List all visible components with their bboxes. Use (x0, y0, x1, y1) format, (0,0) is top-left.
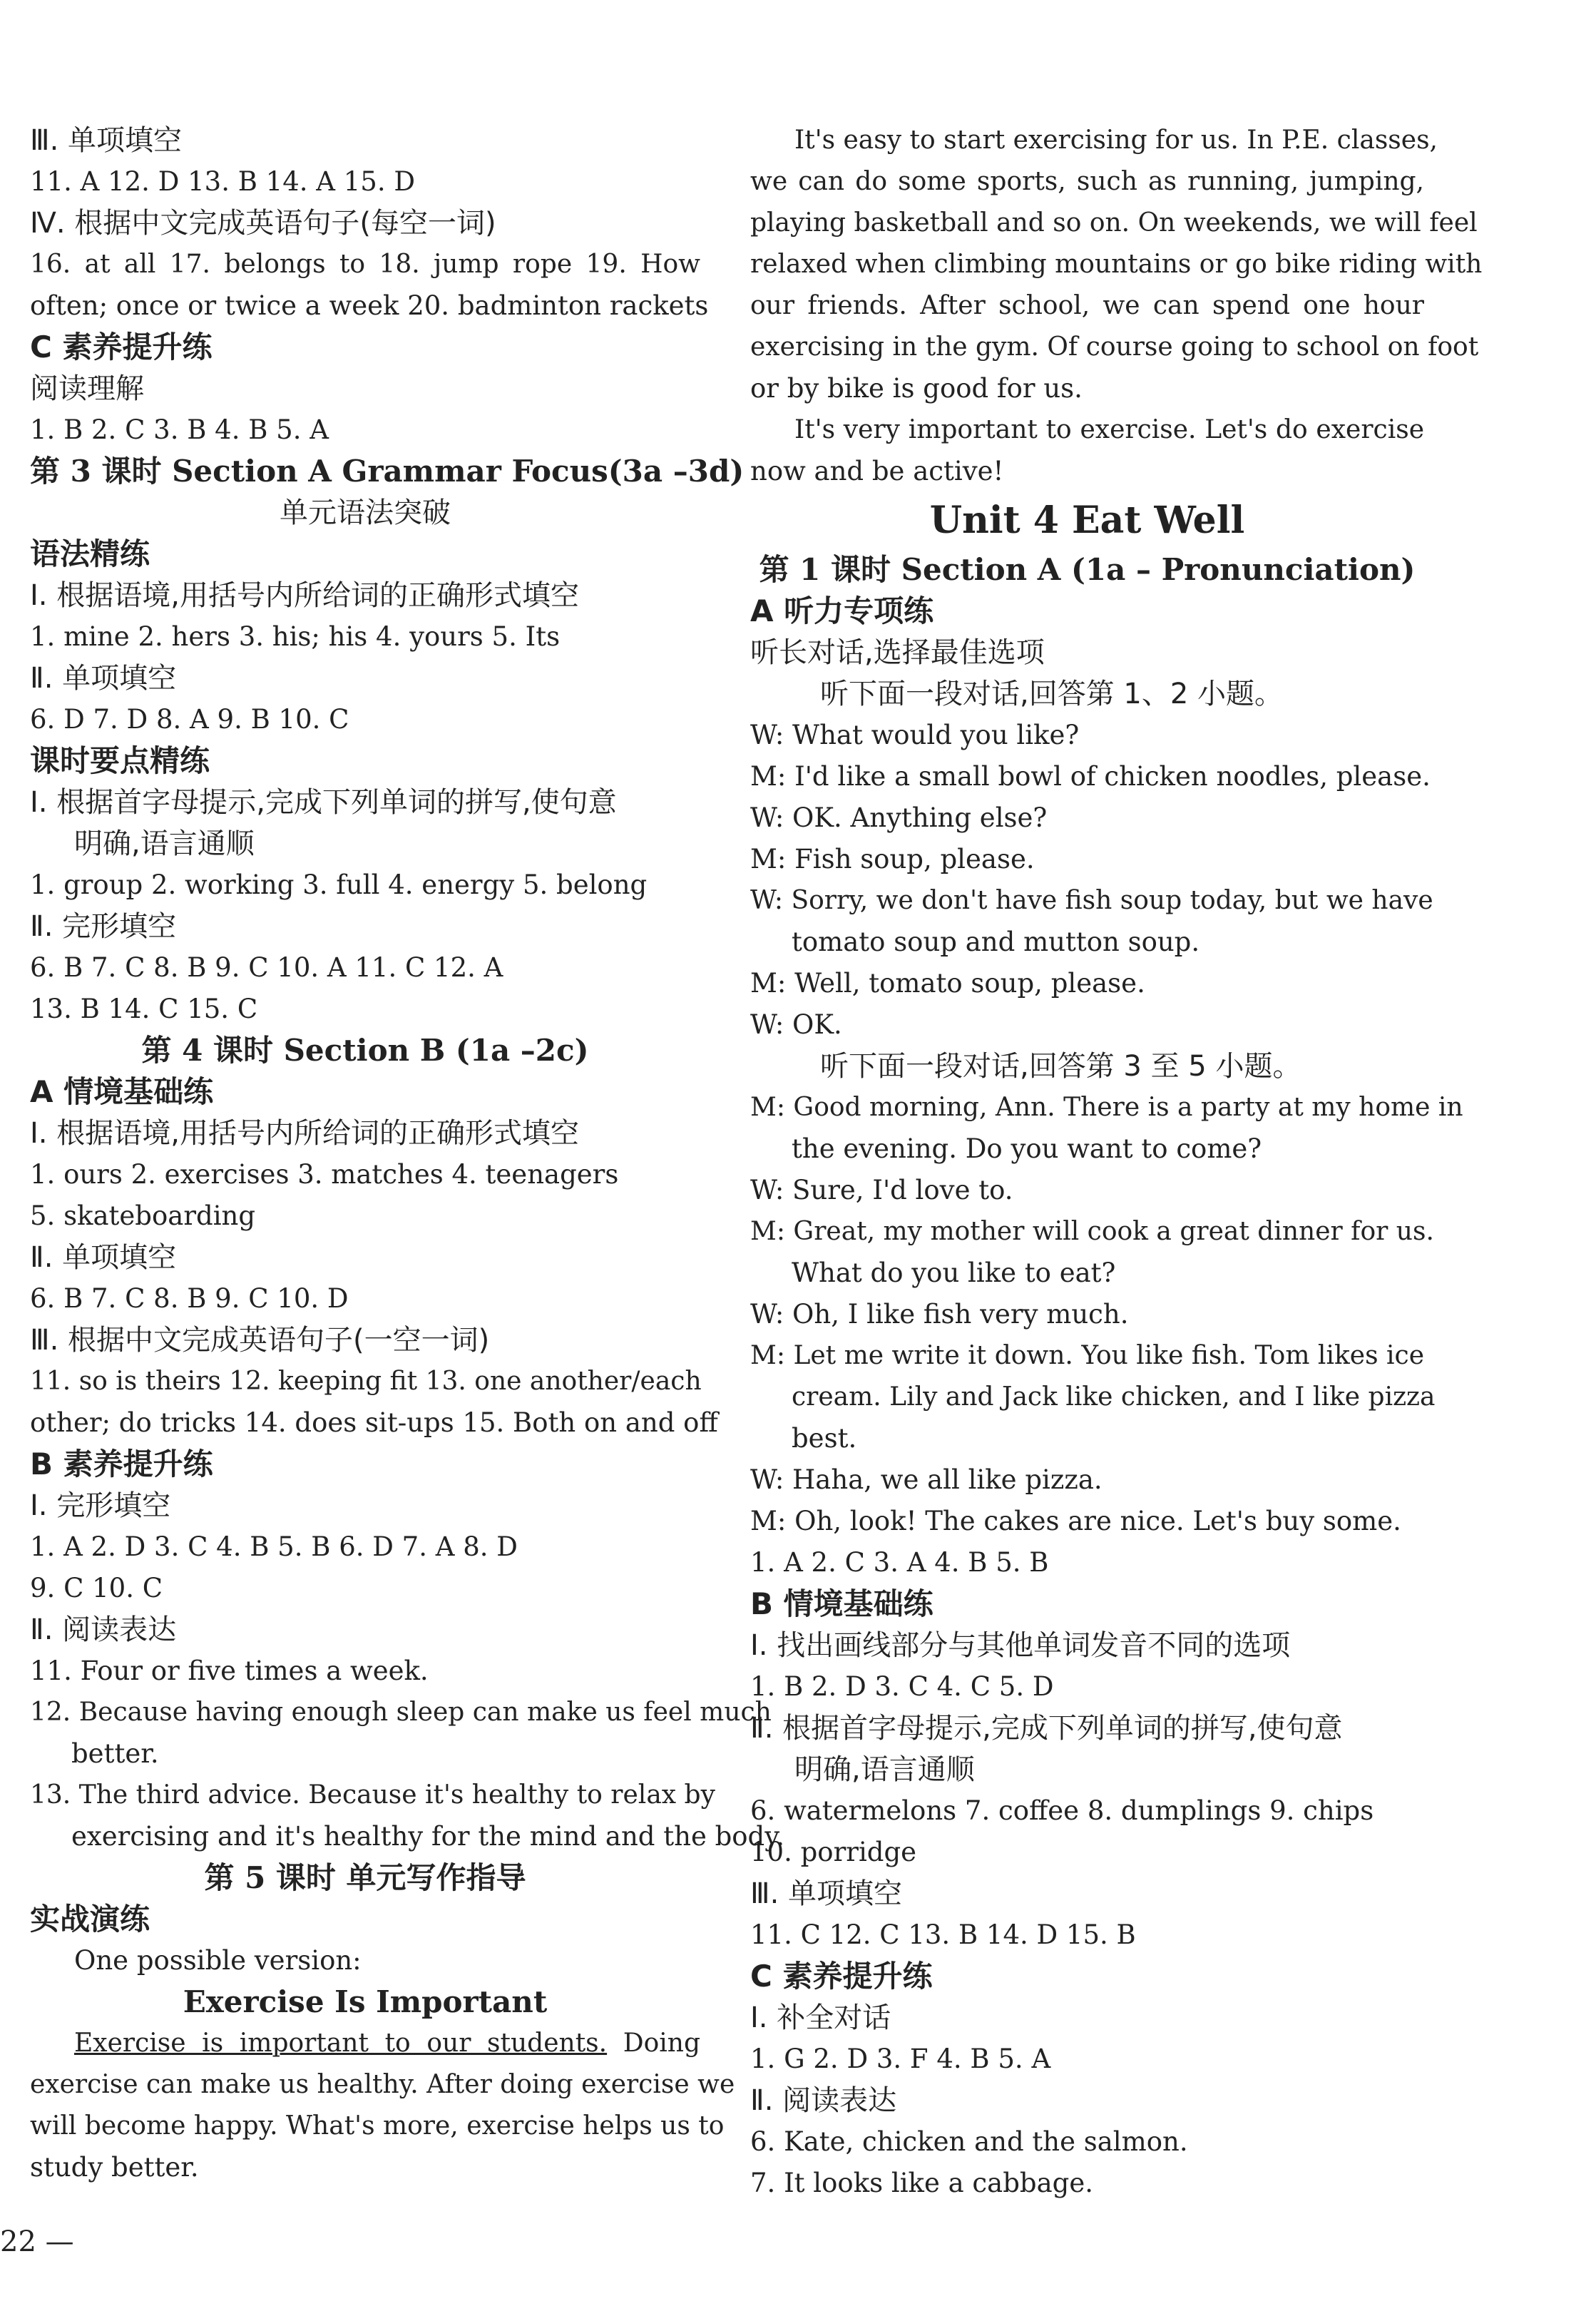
right-line: 1. A 2. C 3. A 4. B 5. B (750, 1547, 1049, 1578)
left-line: 第 3 课时 Section A Grammar Focus(3a –3d) (30, 454, 745, 489)
right-line: now and be active! (750, 456, 1004, 486)
right-line: relaxed when climbing mountains or go bike riding with (750, 250, 1483, 279)
left-column (30, 120, 784, 2188)
right-line: M: Good morning, Ann. There is a party at my home in (750, 1093, 1463, 1122)
left-line: 5. skateboarding (30, 1200, 256, 1231)
left-line: 第 5 课时 单元写作指导 (204, 1860, 526, 1895)
left-line: 12. Because having enough sleep can make us feel much (30, 1698, 772, 1727)
left-line: 明确,语言通顺 (74, 827, 255, 860)
left-line: 1. ours 2. exercises 3. matches 4. teenagers (30, 1159, 619, 1190)
right-line: W: OK. Anything else? (750, 802, 1048, 833)
left-line: better. (71, 1738, 159, 1769)
right-line: W: Haha, we all like pizza. (750, 1464, 1103, 1495)
right-line: A 听力专项练 (750, 593, 934, 628)
right-line: we can do some sports, such as running, jumping, (750, 167, 1424, 196)
left-line: A 情境基础练 (30, 1074, 214, 1109)
right-line: tomato soup and mutton soup. (792, 927, 1200, 957)
left-line: 1. mine 2. hers 3. his; his 4. yours 5. Its (30, 621, 561, 652)
left-line: Ⅲ. 单项填空 (30, 124, 183, 157)
left-line: study better. (30, 2152, 199, 2183)
left-line: 6. B 7. C 8. B 9. C 10. A 11. C 12. A (30, 952, 503, 983)
left-line: 1. group 2. working 3. full 4. energy 5. belong (30, 869, 648, 900)
right-line: the evening. Do you want to come? (792, 1133, 1262, 1164)
left-line: 16. at all 17. belongs to 18. jump rope 19. How (30, 250, 700, 279)
left-line: Exercise Is Important (183, 1984, 548, 2019)
left-line: 课时要点精练 (30, 743, 210, 778)
right-line: 11. C 12. C 13. B 14. D 15. B (750, 1919, 1136, 1950)
left-line: Ⅱ. 单项填空 (30, 662, 177, 695)
right-line: exercising in the gym. Of course going to school on foot (750, 332, 1479, 362)
left-line: often; once or twice a week 20. badminton rackets (30, 290, 709, 321)
right-column (750, 120, 1483, 2204)
right-line: Ⅱ. 根据首字母提示,完成下列单词的拼写,使句意 (750, 1712, 1343, 1745)
right-line: 6. watermelons 7. coffee 8. dumplings 9. chips (750, 1795, 1374, 1826)
left-line: 13. B 14. C 15. C (30, 994, 258, 1024)
right-line: playing basketball and so on. On weekends, we will feel (750, 208, 1478, 238)
left-line: 阅读理解 (30, 372, 144, 405)
left-line: Ⅱ. 阅读表达 (30, 1613, 177, 1646)
right-line: 7. It looks like a cabbage. (750, 2168, 1093, 2198)
right-line: 第 1 课时 Section A (1a – Pronunciation) (759, 552, 1416, 587)
right-line: M: I'd like a small bowl of chicken noodles, please. (750, 761, 1431, 792)
right-line: M: Fish soup, please. (750, 844, 1035, 874)
right-line: It's easy to start exercising for us. In P.E. classes, (794, 126, 1438, 155)
left-line: Ⅰ. 完形填空 (30, 1489, 171, 1522)
left-line: 实战演练 (30, 1902, 150, 1937)
right-line: M: Oh, look! The cakes are nice. Let's buy some. (750, 1506, 1401, 1536)
left-line: 语法精练 (30, 536, 150, 571)
right-line: M: Let me write it down. You like fish. Tom likes ice (750, 1341, 1424, 1370)
right-line: or by bike is good for us. (750, 373, 1083, 404)
left-line: will become happy. What's more, exercise helps us to (30, 2111, 725, 2141)
right-line: best. (792, 1423, 857, 1454)
left-line: 9. C 10. C (30, 1573, 163, 1603)
right-line: 10. porridge (750, 1837, 917, 1867)
left-line: 单元语法突破 (280, 496, 451, 529)
left-line: Ⅰ. 根据语境,用括号内所给词的正确形式填空 (30, 579, 579, 612)
right-line: Ⅰ. 补全对话 (750, 2001, 891, 2034)
right-line: 明确,语言通顺 (794, 1753, 975, 1786)
left-line: 1. A 2. D 3. C 4. B 5. B 6. D 7. A 8. D (30, 1531, 518, 1562)
right-line: M: Well, tomato soup, please. (750, 968, 1145, 999)
right-line: 听下面一段对话,回答第 1、2 小题。 (820, 678, 1284, 710)
right-line: M: Great, my mother will cook a great dinner for us. (750, 1217, 1434, 1246)
right-line: Ⅰ. 找出画线部分与其他单词发音不同的选项 (750, 1629, 1291, 1662)
left-line: Ⅰ. 根据首字母提示,完成下列单词的拼写,使句意 (30, 786, 617, 819)
left-line: 13. The third advice. Because it's healthy to relax by (30, 1780, 715, 1810)
right-line: W: Sorry, we don't have fish soup today, but we have (750, 886, 1433, 915)
page-number: 22 — (0, 2225, 74, 2258)
left-line: exercise can make us healthy. After doing exercise we (30, 2070, 735, 2099)
left-line: 第 4 课时 Section B (1a –2c) (141, 1033, 589, 1068)
right-line: 听长对话,选择最佳选项 (750, 636, 1045, 669)
right-line: W: OK. (750, 1009, 842, 1040)
left-line: 11. Four or five times a week. (30, 1656, 429, 1686)
left-line: exercising and it's healthy for the mind and the body. (71, 1821, 784, 1852)
right-line: W: What would you like? (750, 720, 1080, 750)
right-line: B 情境基础练 (750, 1586, 933, 1621)
right-line: Ⅲ. 单项填空 (750, 1877, 903, 1910)
left-line: 11. A 12. D 13. B 14. A 15. D (30, 166, 416, 197)
left-line: 6. D 7. D 8. A 9. B 10. C (30, 704, 349, 735)
left-line: Ⅱ. 完形填空 (30, 910, 177, 943)
right-line: What do you like to eat? (792, 1258, 1116, 1288)
left-line: other; do tricks 14. does sit-ups 15. Both on and off (30, 1407, 718, 1438)
left-line: Ⅲ. 根据中文完成英语句子(一空一词) (30, 1324, 490, 1357)
right-line: W: Oh, I like fish very much. (750, 1299, 1129, 1330)
left-line: 1. B 2. C 3. B 4. B 5. A (30, 414, 329, 445)
left-line: C 素养提升练 (30, 330, 213, 364)
right-line: It's very important to exercise. Let's do exercise (794, 415, 1424, 444)
right-line: our friends. After school, we can spend one hour (750, 291, 1424, 320)
right-line: C 素养提升练 (750, 1959, 933, 1994)
right-line: 6. Kate, chicken and the salmon. (750, 2126, 1188, 2157)
left-line: B 素养提升练 (30, 1447, 213, 1481)
right-line: cream. Lily and Jack like chicken, and I like pizza (792, 1382, 1436, 1412)
right-line: 1. B 2. D 3. C 4. C 5. D (750, 1671, 1054, 1702)
right-line: Unit 4 Eat Well (929, 499, 1245, 542)
right-line: W: Sure, I'd love to. (750, 1175, 1013, 1205)
left-line: Exercise is important to our students. Doing (74, 2029, 701, 2058)
left-line: 11. so is theirs 12. keeping fit 13. one another/each (30, 1367, 702, 1396)
right-line: Ⅱ. 阅读表达 (750, 2084, 897, 2117)
left-line: 6. B 7. C 8. B 9. C 10. D (30, 1283, 349, 1314)
left-line: Ⅰ. 根据语境,用括号内所给词的正确形式填空 (30, 1117, 579, 1150)
left-line: Ⅳ. 根据中文完成英语句子(每空一词) (30, 207, 496, 240)
right-line: 1. G 2. D 3. F 4. B 5. A (750, 2044, 1051, 2074)
left-line: One possible version: (74, 1945, 362, 1976)
right-line: 听下面一段对话,回答第 3 至 5 小题。 (820, 1050, 1301, 1083)
left-line: Ⅱ. 单项填空 (30, 1241, 177, 1274)
